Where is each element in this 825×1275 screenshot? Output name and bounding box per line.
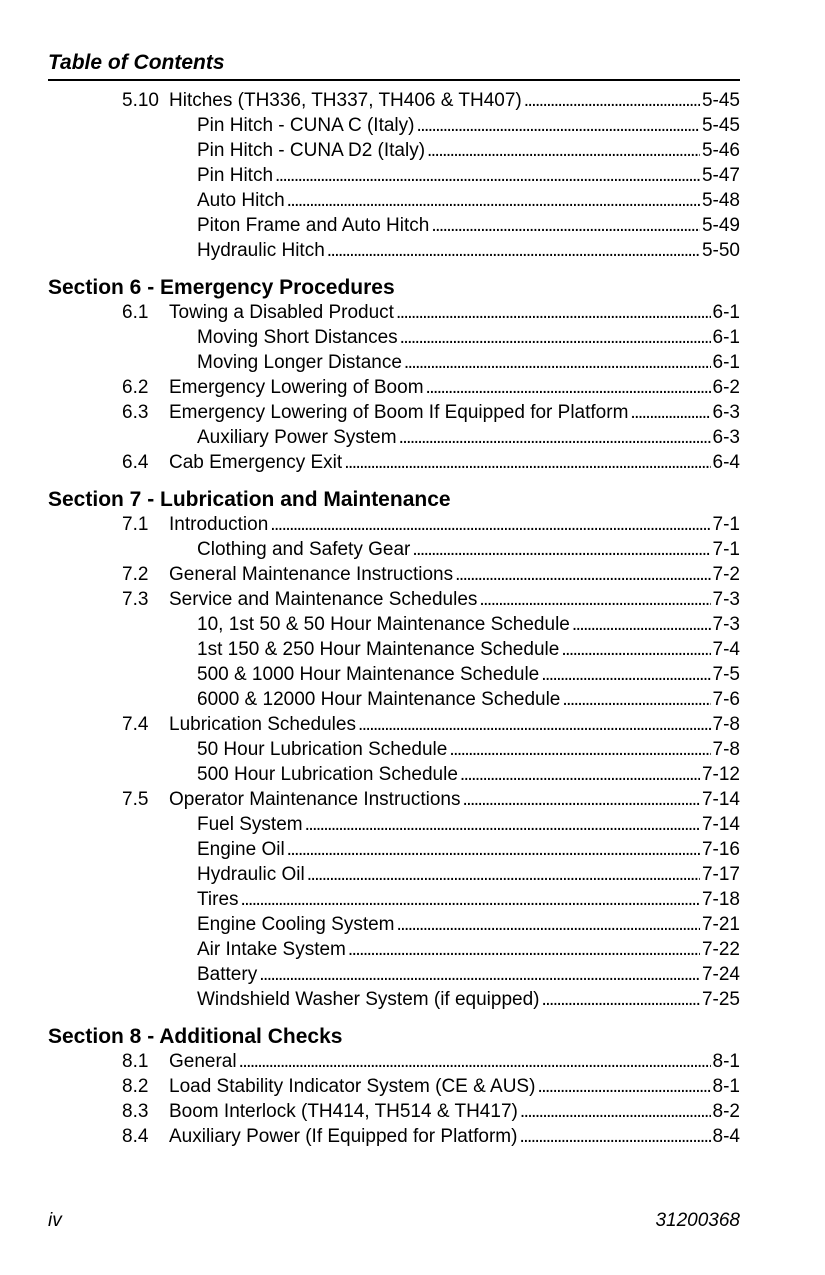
dot-leader [519,1124,710,1149]
dot-leader [537,1074,710,1099]
page-header-title: Table of Contents [48,51,225,74]
dot-leader [562,687,710,712]
dot-leader [449,737,710,762]
toc-entry-page: 6-3 [712,427,740,448]
toc-entry-page: 6-1 [712,352,740,373]
toc-entry-title: General Maintenance Instructions [169,564,454,585]
dot-leader [455,562,710,587]
dot-leader [344,450,710,475]
toc-entry-title: Auxiliary Power (If Equipped for Platform) [169,1126,518,1147]
toc-entry-title: 10, 1st 50 & 50 Hour Maintenance Schedule [197,614,570,635]
toc-entry-page: 7-4 [712,639,740,660]
dot-leader [399,425,711,450]
toc-entry-page: 7-22 [701,939,740,960]
toc-entry-page: 8-2 [712,1101,740,1122]
toc-entry-page: 7-17 [701,864,740,885]
toc-entry-page: 7-18 [701,889,740,910]
dot-leader [348,937,700,962]
toc-entry[interactable] [122,450,740,475]
toc-entry[interactable] [122,325,740,350]
toc-entry-title: Auxiliary Power System [197,427,397,448]
footer-doc-number: 31200368 [655,1210,740,1231]
section-heading: Section 8 - Additional Checks [48,1025,343,1048]
toc-entry[interactable] [122,163,740,188]
dot-leader [397,912,700,937]
dot-leader [541,662,710,687]
toc-entry-title: Boom Interlock (TH414, TH514 & TH417) [169,1101,518,1122]
toc-entry-page: 6-1 [712,327,740,348]
dot-leader [561,637,710,662]
toc-entry[interactable] [122,712,740,737]
toc-entry-number: 6.1 [122,302,149,323]
toc-entry[interactable] [122,937,740,962]
dot-leader [630,400,710,425]
toc-entry-number: 7.5 [122,789,149,810]
toc-entry-title: Service and Maintenance Schedules [169,589,478,610]
dot-leader [524,88,700,113]
toc-entry[interactable] [122,88,740,113]
toc-entry-page: 5-46 [701,140,740,161]
toc-entry-page: 5-48 [701,190,740,211]
toc-entry-title: 500 Hour Lubrication Schedule [197,764,458,785]
toc-entry-title: Auto Hitch [197,190,285,211]
toc-entry[interactable] [122,737,740,762]
toc-entry-number: 7.2 [122,564,149,585]
dot-leader [259,962,700,987]
header-rule [48,79,740,81]
toc-entry[interactable] [122,787,740,812]
dot-leader [412,537,710,562]
toc-entry-title: 6000 & 12000 Hour Maintenance Schedule [197,689,561,710]
dot-leader [400,325,711,350]
toc-entry-title: Hydraulic Oil [197,864,305,885]
dot-leader [241,887,700,912]
toc-entry[interactable] [122,138,740,163]
toc-entry-number: 7.4 [122,714,149,735]
toc-entry-title: Piton Frame and Auto Hitch [197,215,430,236]
toc-entry[interactable] [122,1124,740,1149]
toc-entry-page: 7-1 [712,539,740,560]
toc-entry[interactable] [122,1099,740,1124]
toc-entry-title: Towing a Disabled Product [169,302,394,323]
toc-entry[interactable] [122,887,740,912]
toc-entry-page: 8-1 [712,1051,740,1072]
toc-entry[interactable] [122,612,740,637]
toc-entry-title: Pin Hitch - CUNA C (Italy) [197,115,415,136]
toc-entry-page: 7-14 [701,789,740,810]
toc-entry-number: 8.2 [122,1076,149,1097]
toc-entry-page: 7-3 [712,614,740,635]
toc-entry[interactable] [122,637,740,662]
toc-entry-number: 7.1 [122,514,149,535]
toc-entry-page: 6-2 [712,377,740,398]
toc-entry[interactable] [122,400,740,425]
toc-entry-title: Battery [197,964,258,985]
toc-entry[interactable] [122,962,740,987]
toc-entry-title: Moving Longer Distance [197,352,402,373]
toc-entry[interactable] [122,238,740,263]
toc-entry-title: Hydraulic Hitch [197,240,325,261]
toc-entry-number: 6.2 [122,377,149,398]
toc-entry-number: 8.3 [122,1101,149,1122]
toc-entry-page: 7-5 [712,664,740,685]
toc-entry-title: 50 Hour Lubrication Schedule [197,739,448,760]
toc-entry-page: 7-6 [712,689,740,710]
toc-entry-title: Cab Emergency Exit [169,452,343,473]
toc-entry-page: 6-1 [712,302,740,323]
dot-leader [287,837,700,862]
toc-entry-page: 7-24 [701,964,740,985]
toc-entry-title: Emergency Lowering of Boom If Equipped for Platform [169,402,629,423]
toc-entry[interactable] [122,662,740,687]
toc-entry-title: Clothing and Safety Gear [197,539,411,560]
toc-entry-title: 500 & 1000 Hour Maintenance Schedule [197,664,540,685]
toc-entry-title: Hitches (TH336, TH337, TH406 & TH407) [169,90,522,111]
toc-entry-page: 7-8 [712,714,740,735]
toc-entry-title: Pin Hitch [197,165,274,186]
toc-entry[interactable] [122,1049,740,1074]
toc-entry-title: Pin Hitch - CUNA D2 (Italy) [197,140,426,161]
toc-entry-number: 5.10 [122,90,159,111]
dot-leader [520,1099,711,1124]
toc-entry[interactable] [122,350,740,375]
toc-entry-page: 7-8 [712,739,740,760]
toc-entry-page: 7-12 [701,764,740,785]
dot-leader [239,1049,711,1074]
toc-entry[interactable] [122,687,740,712]
toc-entry-title: Introduction [169,514,269,535]
toc-entry-number: 6.3 [122,402,149,423]
toc-entry-page: 7-16 [701,839,740,860]
toc-entry-page: 5-45 [701,90,740,111]
dot-leader [572,612,711,637]
toc-entry-title: Engine Cooling System [197,914,395,935]
toc-entry-page: 5-45 [701,115,740,136]
footer-page-label: iv [48,1210,62,1231]
toc-entry-title: Air Intake System [197,939,346,960]
toc-entry[interactable] [122,837,740,862]
toc-entry-number: 7.3 [122,589,149,610]
dot-leader [358,712,711,737]
toc-entry-page: 5-49 [701,215,740,236]
dot-leader [426,375,711,400]
toc-entry[interactable] [122,912,740,937]
toc-entry-page: 7-14 [701,814,740,835]
dot-leader [270,512,710,537]
toc-entry-title: General [169,1051,237,1072]
toc-entry-title: Tires [197,889,239,910]
toc-entry-page: 8-4 [712,1126,740,1147]
toc-entry-page: 6-3 [712,402,740,423]
toc-entry-number: 8.1 [122,1051,149,1072]
section-heading: Section 6 - Emergency Procedures [48,276,395,299]
dot-leader [431,213,700,238]
toc-entry-title: Engine Oil [197,839,285,860]
toc-entry[interactable] [122,300,740,325]
toc-entry[interactable] [122,512,740,537]
toc-entry-page: 5-47 [701,165,740,186]
toc-entry[interactable] [122,812,740,837]
toc-entry-page: 7-2 [712,564,740,585]
toc-entry[interactable] [122,587,740,612]
dot-leader [287,188,700,213]
dot-leader [327,238,700,263]
dot-leader [305,812,700,837]
toc-entry-title: Load Stability Indicator System (CE & AUS) [169,1076,536,1097]
toc-entry-title: Moving Short Distances [197,327,398,348]
toc-entry-title: Windshield Washer System (if equipped) [197,989,540,1010]
dot-leader [416,113,699,138]
toc-entry-title: Operator Maintenance Instructions [169,789,461,810]
toc-entry-page: 5-50 [701,240,740,261]
toc-entry-title: 1st 150 & 250 Hour Maintenance Schedule [197,639,560,660]
toc-entry[interactable] [122,425,740,450]
toc-entry[interactable] [122,375,740,400]
dot-leader [463,787,700,812]
toc-entry-page: 7-1 [712,514,740,535]
toc-entry[interactable] [122,537,740,562]
toc-entry[interactable] [122,188,740,213]
toc-entry[interactable] [122,987,740,1012]
toc-entry[interactable] [122,762,740,787]
toc-entry[interactable] [122,562,740,587]
toc-entry[interactable] [122,862,740,887]
toc-entry-page: 6-4 [712,452,740,473]
toc-entry-title: Lubrication Schedules [169,714,356,735]
dot-leader [460,762,700,787]
dot-leader [404,350,711,375]
dot-leader [307,862,700,887]
toc-entry-page: 8-1 [712,1076,740,1097]
toc-entry-page: 7-25 [701,989,740,1010]
toc-entry-page: 7-21 [701,914,740,935]
toc-entry[interactable] [122,213,740,238]
toc-entry[interactable] [122,113,740,138]
toc-entry-title: Fuel System [197,814,303,835]
toc-entry-page: 7-3 [712,589,740,610]
toc-entry-title: Emergency Lowering of Boom [169,377,424,398]
toc-entry[interactable] [122,1074,740,1099]
dot-leader [396,300,711,325]
dot-leader [479,587,710,612]
dot-leader [542,987,700,1012]
toc-entry-number: 8.4 [122,1126,149,1147]
section-heading: Section 7 - Lubrication and Maintenance [48,488,451,511]
dot-leader [275,163,700,188]
toc-entry-number: 6.4 [122,452,149,473]
dot-leader [427,138,700,163]
